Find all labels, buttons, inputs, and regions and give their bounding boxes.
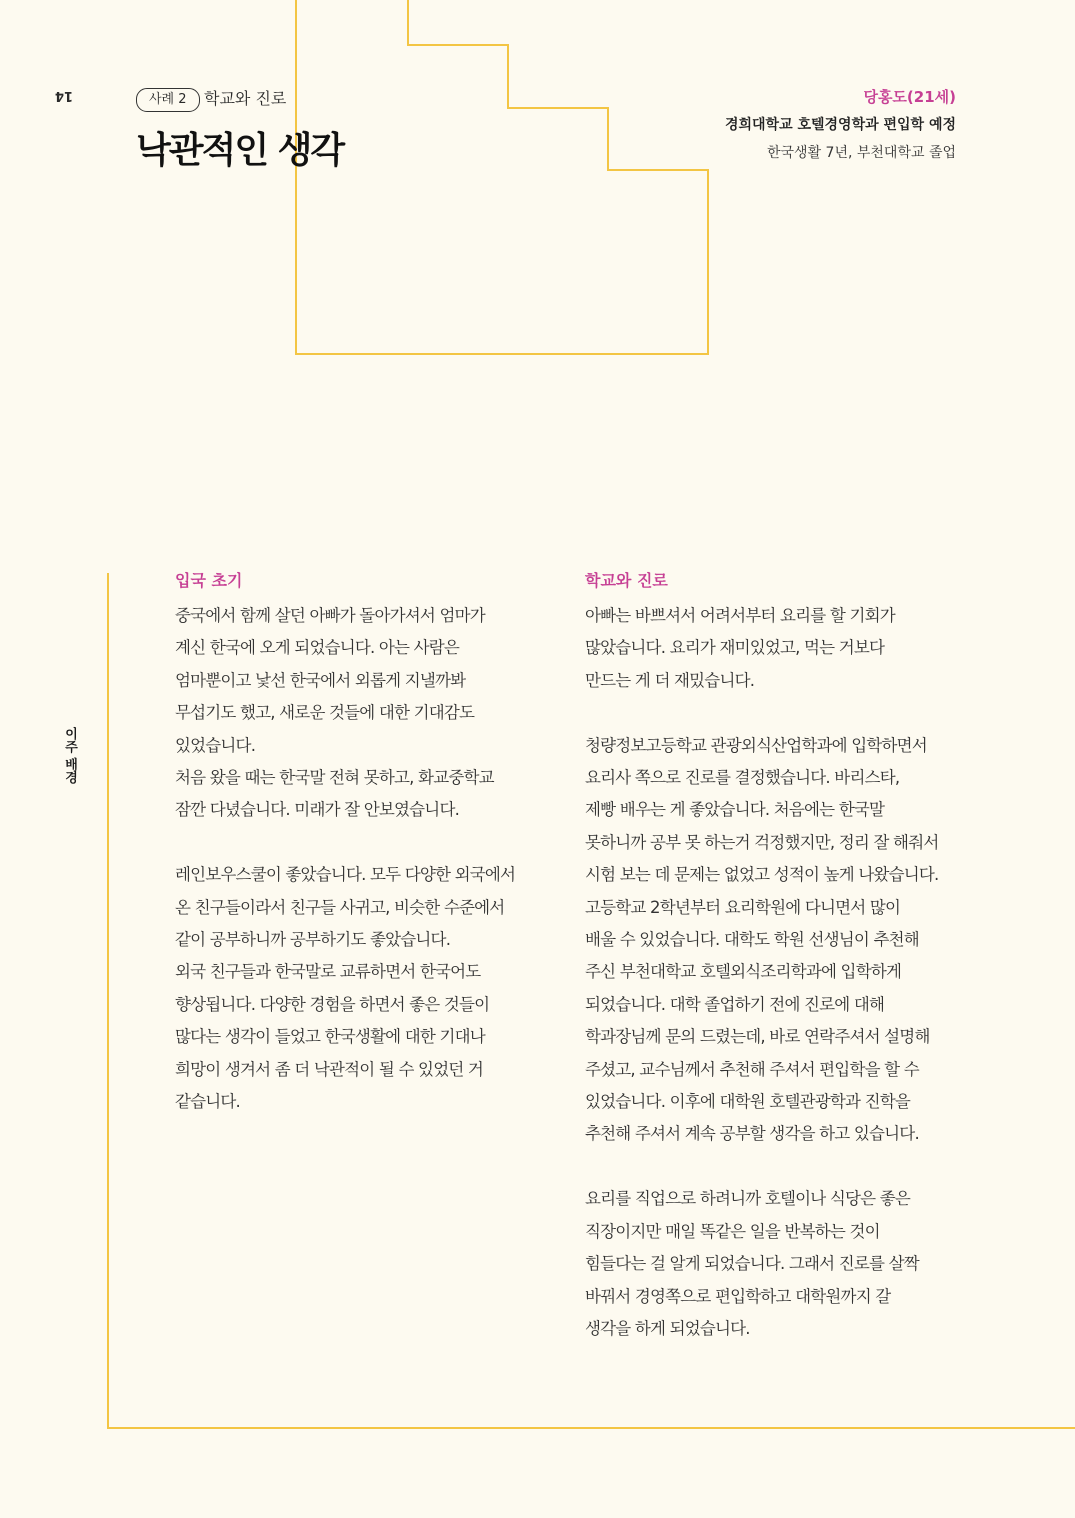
text-line: 제빵 배우는 게 좋았습니다. 처음에는 한국말 [585,800,885,820]
text-line: 많았습니다. 요리가 재미있었고, 먹는 거보다 [585,638,885,658]
text-line: 레인보우스쿨이 좋았습니다. 모두 다양한 외국에서 [175,865,516,885]
left-paragraph [175,859,560,1118]
text-line: 힘들다는 걸 알게 되었습니다. 그래서 진로를 살짝 [585,1254,919,1274]
page-title: 낙관적인 생각 [136,130,344,171]
text-line: 같이 공부하니까 공부하기도 좋았습니다. [175,930,451,950]
person-background: 한국생활 7년, 부천대학교 졸업 [767,145,956,161]
text-line: 있었습니다. 이후에 대학원 호텔관광학과 진학을 [585,1092,911,1112]
left-column-body [175,600,560,1118]
person-info [725,86,956,163]
text-line: 외국 친구들과 한국말로 교류하면서 한국어도 [175,962,481,982]
right-column-body [585,600,995,1345]
text-line: 잠깐 다녔습니다. 미래가 잘 안보였습니다. [175,800,460,820]
left-column [175,570,560,1151]
text-line: 온 친구들이라서 친구들 사귀고, 비슷한 수준에서 [175,897,505,917]
text-line: 아빠는 바쁘셔서 어려서부터 요리를 할 기회가 [585,606,895,625]
text-line: 바꿔서 경영쪽으로 편입학하고 대학원까지 갈 [585,1286,891,1306]
person-name: 당홍도(21세) [863,88,956,106]
text-line: 못하니까 공부 못 하는거 걱정했지만, 정리 잘 해줘서 [585,832,939,852]
person-plan: 경희대학교 호텔경영학과 편입학 예정 [724,117,956,133]
text-line: 배울 수 있었습니다. 대학도 학원 선생님이 추천해 [585,930,919,950]
text-line: 주신 부천대학교 호텔외식조리학과에 입학하게 [585,962,902,982]
section-title-school-career: 학교와 진로 [585,571,668,590]
text-line: 청량정보고등학교 관광외식산업학과에 입학하면서 [585,735,927,755]
text-line: 요리사 쪽으로 진로를 결정했습니다. 바리스타, [585,768,900,788]
text-line: 있었습니다. [175,735,256,755]
text-line: 같습니다. [175,1092,241,1112]
section-side-title: 이주 배경 [62,726,77,784]
text-line: 고등학교 2학년부터 요리학원에 다니면서 많이 [585,897,901,917]
case-badge: 사례 2 [136,88,200,112]
text-line: 주셨고, 교수님께서 추천해 주셔서 편입학을 할 수 [585,1059,919,1079]
left-paragraph [175,600,560,827]
text-line: 계신 한국에 오게 되었습니다. 아는 사람은 [175,638,460,658]
text-line: 요리를 직업으로 하려니까 호텔이나 식당은 좋은 [585,1189,911,1209]
text-line: 엄마뿐이고 낯선 한국에서 외롭게 지낼까봐 [175,670,466,690]
right-column [585,570,995,1378]
section-title-arrival: 입국 초기 [175,571,243,590]
right-paragraph [585,600,995,697]
text-line: 희망이 생겨서 좀 더 낙관적이 될 수 있었던 거 [175,1059,484,1079]
text-line: 직장이지만 매일 똑같은 일을 반복하는 것이 [585,1221,880,1241]
right-paragraph [585,730,995,1151]
case-topic: 학교와 진로 [204,89,287,108]
text-line: 만드는 게 더 재밌습니다. [585,670,755,690]
page-number: 14 [54,88,74,103]
text-line: 중국에서 함께 살던 아빠가 돌아가셔서 엄마가 [175,606,485,625]
text-line: 되었습니다. 대학 졸업하기 전에 진로에 대해 [585,994,885,1014]
staircase-frame [296,0,708,354]
text-line: 무섭기도 했고, 새로운 것들에 대한 기대감도 [175,703,475,723]
text-line: 향상됩니다. 다양한 경험을 하면서 좋은 것들이 [175,994,490,1014]
text-line: 추천해 주셔서 계속 공부할 생각을 하고 있습니다. [585,1124,919,1144]
text-line: 처음 왔을 때는 한국말 전혀 못하고, 화교중학교 [175,768,494,788]
right-paragraph [585,1183,995,1345]
text-line: 많다는 생각이 들었고 한국생활에 대한 기대나 [175,1027,485,1047]
text-line: 시험 보는 데 문제는 없었고 성적이 높게 나왔습니다. [585,865,939,885]
text-line: 생각을 하게 되었습니다. [585,1318,750,1338]
text-line: 학과장님께 문의 드렸는데, 바로 연락주셔서 설명해 [585,1027,930,1047]
